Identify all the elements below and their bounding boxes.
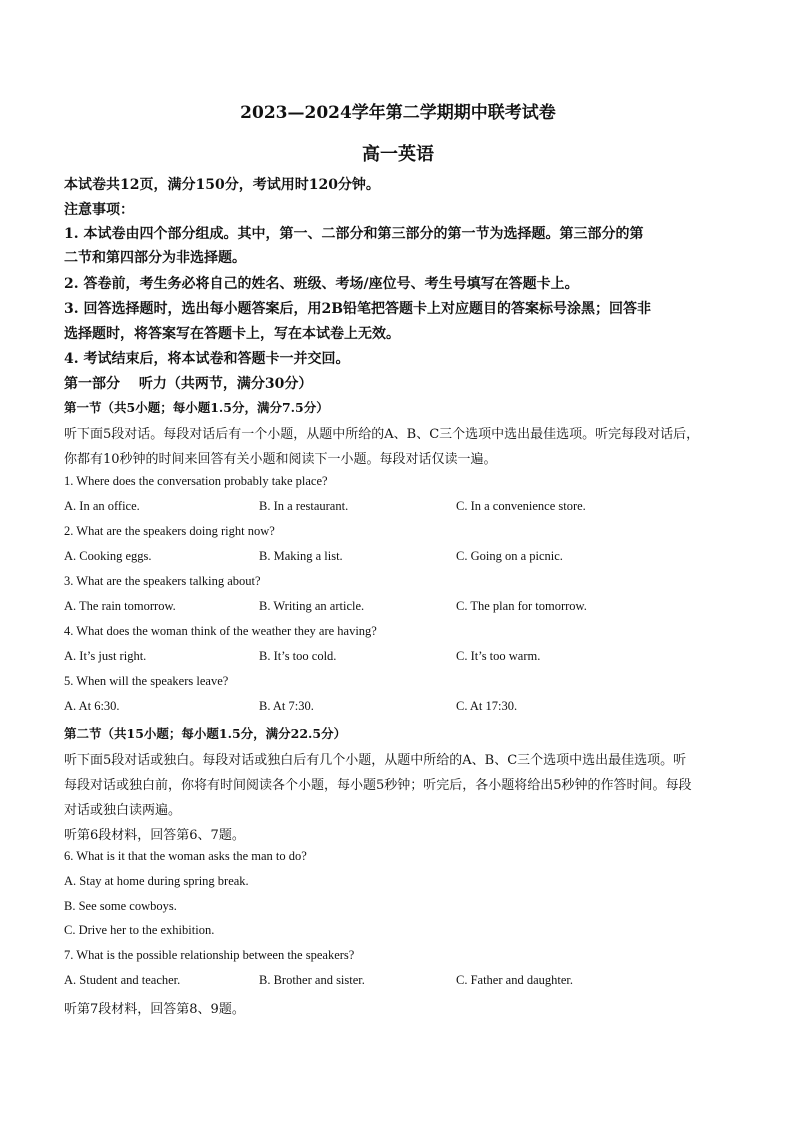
material-7-label: 听第7段材料，回答第8、9题。 [64, 1002, 245, 1017]
note-line: 二节和第四部分为非选择题。 [64, 250, 246, 266]
question-1: 1. Where does the conversation probably take place? [64, 474, 328, 488]
option-a: A. In an office. [64, 499, 140, 513]
note-line: 2. 答卷前，考生务必将自己的姓名、班级、考场/座位号、考生号填写在答题卡上。 [64, 276, 579, 292]
section1-heading: 第一节（共5小题；每小题1.5分，满分7.5分） [64, 400, 329, 415]
question-5: 5. When will the speakers leave? [64, 674, 229, 688]
option-c: C. In a convenience store. [456, 499, 586, 513]
option-b: B. In a restaurant. [259, 499, 349, 513]
option-b: B. Making a list. [259, 549, 343, 563]
section2-instruction: 每段对话或独白前，你将有时间阅读各个小题，每小题5秒钟；听完后，各小题将给出5秒钟的作答时间。每段 [64, 778, 692, 793]
section2-instruction: 听下面5段对话或独白。每段对话或独白后有几个小题，从题中所给的A、B、C三个选项中选出最佳选项。听 [64, 753, 687, 768]
notes-heading: 注意事项： [64, 202, 134, 218]
question-7: 7. What is the possible relationship between the speakers? [64, 948, 355, 962]
note-line: 3. 回答选择题时，选出每小题答案后，用2B铅笔把答题卡上对应题目的答案标号涂黑；回答非 [64, 301, 652, 317]
exam-summary: 本试卷共12页，满分150分，考试用时120分钟。 [64, 177, 380, 193]
question-2: 2. What are the speakers doing right now? [64, 524, 275, 538]
question-6: 6. What is it that the woman asks the man to do? [64, 849, 307, 863]
option-c: C. Drive her to the exhibition. [64, 923, 215, 937]
option-a: A. Student and teacher. [64, 973, 181, 987]
option-c: C. It’s too warm. [456, 649, 541, 663]
option-c: C. The plan for tomorrow. [456, 599, 587, 613]
material-6-label: 听第6段材料，回答第6、7题。 [64, 828, 245, 843]
option-a: A. It’s just right. [64, 649, 147, 663]
option-b: B. At 7:30. [259, 699, 314, 713]
part1-heading: 第一部分 听力（共两节，满分30分） [64, 376, 313, 392]
section1-instruction: 听下面5段对话。每段对话后有一个小题，从题中所给的A、B、C三个选项中选出最佳选项。听完每段对话后， [64, 427, 700, 442]
note-line: 4. 考试结束后，将本试卷和答题卡一并交回。 [64, 351, 350, 367]
section2-heading: 第二节（共15小题；每小题1.5分，满分22.5分） [64, 726, 347, 741]
question-3: 3. What are the speakers talking about? [64, 574, 261, 588]
option-a: A. At 6:30. [64, 699, 120, 713]
exam-subtitle: 高一英语 [362, 144, 434, 165]
option-c: C. Father and daughter. [456, 973, 573, 987]
note-line: 选择题时，将答案写在答题卡上，写在本试卷上无效。 [64, 326, 400, 342]
option-c: C. At 17:30. [456, 699, 518, 713]
option-a: A. The rain tomorrow. [64, 599, 176, 613]
option-a: A. Cooking eggs. [64, 549, 152, 563]
option-c: C. Going on a picnic. [456, 549, 563, 563]
option-b: B. It’s too cold. [259, 649, 337, 663]
option-b: B. Brother and sister. [259, 973, 365, 987]
section1-instruction: 你都有10秒钟的时间来回答有关小题和阅读下一小题。每段对话仅读一遍。 [64, 452, 497, 467]
question-4: 4. What does the woman think of the weather they are having? [64, 624, 377, 638]
section2-instruction: 对话或独白读两遍。 [64, 803, 182, 818]
note-line: 1. 本试卷由四个部分组成。其中，第一、二部分和第三部分的第一节为选择题。第三部分的第 [64, 226, 644, 242]
option-a: A. Stay at home during spring break. [64, 874, 249, 888]
exam-title: 2023—2024学年第二学期期中联考试卷 [240, 103, 556, 123]
option-b: B. See some cowboys. [64, 899, 177, 913]
option-b: B. Writing an article. [259, 599, 365, 613]
